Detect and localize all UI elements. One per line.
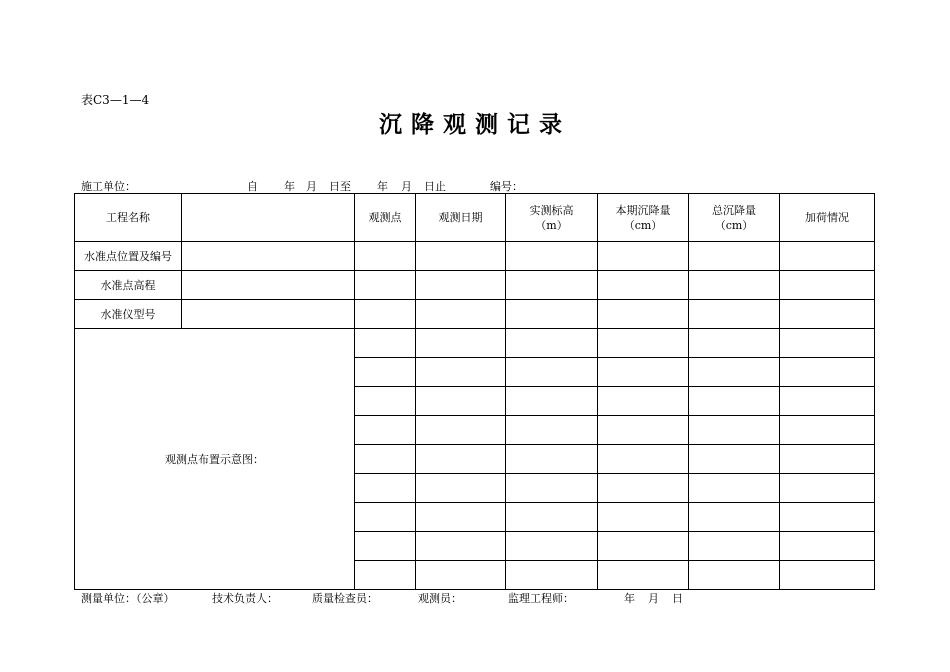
row-label-benchmark-elevation: 水准点高程 <box>75 271 182 300</box>
page-title: 沉降观测记录 <box>379 111 571 138</box>
input-cell[interactable] <box>416 387 506 416</box>
input-cell[interactable] <box>689 445 780 474</box>
input-cell[interactable] <box>416 561 506 590</box>
input-cell[interactable] <box>355 561 416 590</box>
col-elev <box>506 194 598 242</box>
project-name-label: 工程名称 <box>75 194 182 242</box>
col-load: 加荷情况 <box>780 194 875 242</box>
input-cell[interactable] <box>689 242 780 271</box>
input-cell[interactable] <box>506 416 598 445</box>
input-cell[interactable] <box>780 358 875 387</box>
qc-label: 质量检查员： <box>312 592 378 605</box>
input-cell[interactable] <box>506 474 598 503</box>
input-cell[interactable] <box>416 503 506 532</box>
supervisor-label: 监理工程师： <box>508 592 574 605</box>
input-cell[interactable] <box>689 474 780 503</box>
input-cell[interactable] <box>780 416 875 445</box>
col-total <box>689 194 780 242</box>
input-cell[interactable] <box>506 300 598 329</box>
input-cell[interactable] <box>598 416 689 445</box>
input-cell[interactable] <box>355 329 416 358</box>
input-cell[interactable] <box>355 300 416 329</box>
input-cell[interactable] <box>780 300 875 329</box>
input-cell[interactable] <box>780 242 875 271</box>
input-cell[interactable] <box>780 532 875 561</box>
input-cell[interactable] <box>598 300 689 329</box>
input-cell[interactable] <box>416 532 506 561</box>
footer-day: 日 <box>672 592 683 605</box>
project-name-value[interactable] <box>182 194 355 242</box>
diagram-area[interactable] <box>75 329 355 590</box>
input-cell[interactable] <box>416 242 506 271</box>
number-label: 编号： <box>490 180 523 193</box>
input-cell[interactable] <box>689 300 780 329</box>
day-end-label: 日止 <box>424 180 446 193</box>
input-cell[interactable] <box>598 329 689 358</box>
input-cell[interactable] <box>506 358 598 387</box>
record-table <box>74 193 875 590</box>
input-cell[interactable] <box>780 445 875 474</box>
day-to-label: 日至 <box>329 180 351 193</box>
input-cell[interactable] <box>416 300 506 329</box>
input-cell[interactable] <box>506 387 598 416</box>
input-cell[interactable] <box>598 561 689 590</box>
input-cell[interactable] <box>416 445 506 474</box>
observer-label: 观测员： <box>418 592 462 605</box>
input-cell[interactable] <box>598 503 689 532</box>
row-label-level-model: 水准仪型号 <box>75 300 182 329</box>
input-cell[interactable] <box>689 503 780 532</box>
year-label-1: 年 <box>284 180 295 193</box>
month-label-1: 月 <box>306 180 317 193</box>
input-cell[interactable] <box>780 474 875 503</box>
col-current-label: 本期沉降量 <box>615 203 671 217</box>
input-cell[interactable] <box>355 503 416 532</box>
survey-unit-label: 测量单位：（公章） <box>81 592 175 605</box>
input-cell[interactable] <box>506 271 598 300</box>
form-code: 表C3—1—4 <box>81 93 150 107</box>
input-cell[interactable] <box>780 329 875 358</box>
footer-year: 年 <box>624 592 635 605</box>
input-cell[interactable] <box>506 445 598 474</box>
tech-lead-label: 技术负责人： <box>212 592 278 605</box>
input-cell[interactable] <box>780 271 875 300</box>
input-cell[interactable] <box>689 561 780 590</box>
footer-month: 月 <box>648 592 659 605</box>
input-cell[interactable] <box>689 358 780 387</box>
input-cell[interactable] <box>506 532 598 561</box>
col-total-label: 总沉降量 <box>712 203 756 217</box>
input-cell[interactable] <box>598 358 689 387</box>
input-cell[interactable] <box>182 300 355 329</box>
input-cell[interactable] <box>598 532 689 561</box>
input-cell[interactable] <box>506 503 598 532</box>
input-cell[interactable] <box>780 561 875 590</box>
input-cell[interactable] <box>355 271 416 300</box>
input-cell[interactable] <box>355 532 416 561</box>
col-elev-unit: （m） <box>535 218 568 232</box>
col-current <box>598 194 689 242</box>
col-total-unit: （cm） <box>714 218 754 232</box>
input-cell[interactable] <box>780 387 875 416</box>
input-cell[interactable] <box>598 271 689 300</box>
unit-label: 施工单位： <box>81 180 136 193</box>
input-cell[interactable] <box>598 242 689 271</box>
input-cell[interactable] <box>416 416 506 445</box>
input-cell[interactable] <box>598 445 689 474</box>
input-cell[interactable] <box>689 532 780 561</box>
input-cell[interactable] <box>416 271 506 300</box>
input-cell[interactable] <box>506 561 598 590</box>
input-cell[interactable] <box>689 416 780 445</box>
input-cell[interactable] <box>355 474 416 503</box>
input-cell[interactable] <box>182 242 355 271</box>
input-cell[interactable] <box>416 474 506 503</box>
year-label-2: 年 <box>377 180 388 193</box>
month-label-2: 月 <box>401 180 412 193</box>
col-date: 观测日期 <box>416 194 506 242</box>
input-cell[interactable] <box>506 242 598 271</box>
input-cell[interactable] <box>355 416 416 445</box>
input-cell[interactable] <box>416 358 506 387</box>
input-cell[interactable] <box>355 242 416 271</box>
input-cell[interactable] <box>355 445 416 474</box>
col-current-unit: （cm） <box>623 218 663 232</box>
input-cell[interactable] <box>182 271 355 300</box>
input-cell[interactable] <box>416 329 506 358</box>
input-cell[interactable] <box>355 358 416 387</box>
input-cell[interactable] <box>598 387 689 416</box>
input-cell[interactable] <box>355 387 416 416</box>
row-label-benchmark-location: 水准点位置及编号 <box>75 242 182 271</box>
input-cell[interactable] <box>598 474 689 503</box>
input-cell[interactable] <box>689 387 780 416</box>
input-cell[interactable] <box>506 329 598 358</box>
from-label: 自 <box>247 180 258 193</box>
input-cell[interactable] <box>689 329 780 358</box>
input-cell[interactable] <box>689 271 780 300</box>
input-cell[interactable] <box>780 503 875 532</box>
col-elev-label: 实测标高 <box>529 203 574 217</box>
col-point: 观测点 <box>355 194 416 242</box>
diagram-label: 观测点布置示意图： <box>165 452 264 466</box>
